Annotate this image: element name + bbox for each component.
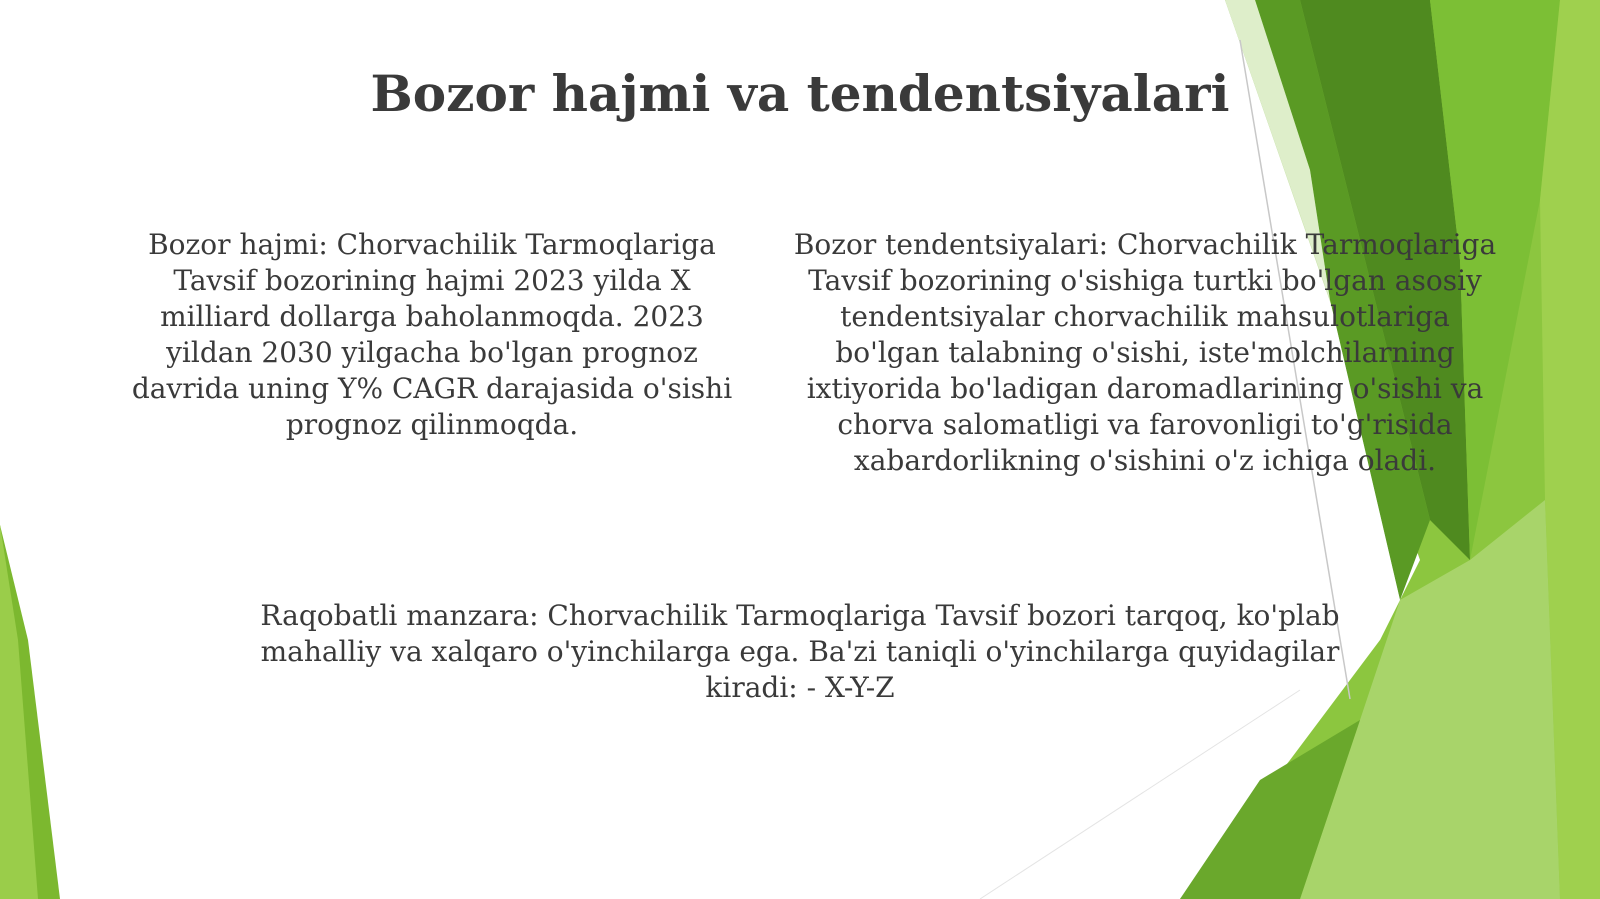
market-size-text: Bozor hajmi: Chorvachilik Tarmoqlariga Tavsif bozorining hajmi 2023 yilda X milliard dollarga baholanmoqda. 2023 yildan 2030 yilgacha bo'lgan prognoz davrida uning Y% CAGR darajasida o'sishi prognoz qilinmoqda. <box>131 228 733 441</box>
slide-title: Bozor hajmi va tendentsiyalari <box>370 64 1230 123</box>
competitive-landscape-text: Raqobatli manzara: Chorvachilik Tarmoqlariga Tavsif bozori tarqoq, ko'plab mahalliy va xalqaro o'yinchilarga ega. Ba'zi taniqli o'yinchilarga quyidagilar kiradi: - X-Y-Z <box>260 599 1340 704</box>
market-trends-text: Bozor tendentsiyalari: Chorvachilik Tarmoqlariga Tavsif bozorining o'sishiga turtki bo'lgan asosiy tendentsiyalar chorvachilik mahsulotlariga bo'lgan talabning o'sishi, iste'molchilarning ixtiyorida bo'ladigan daromadlarining o'sishi va chorva salomatligi va farovonligi to'g'risida xabardorlikning o'sishini o'z ichiga oladi. <box>793 228 1497 477</box>
